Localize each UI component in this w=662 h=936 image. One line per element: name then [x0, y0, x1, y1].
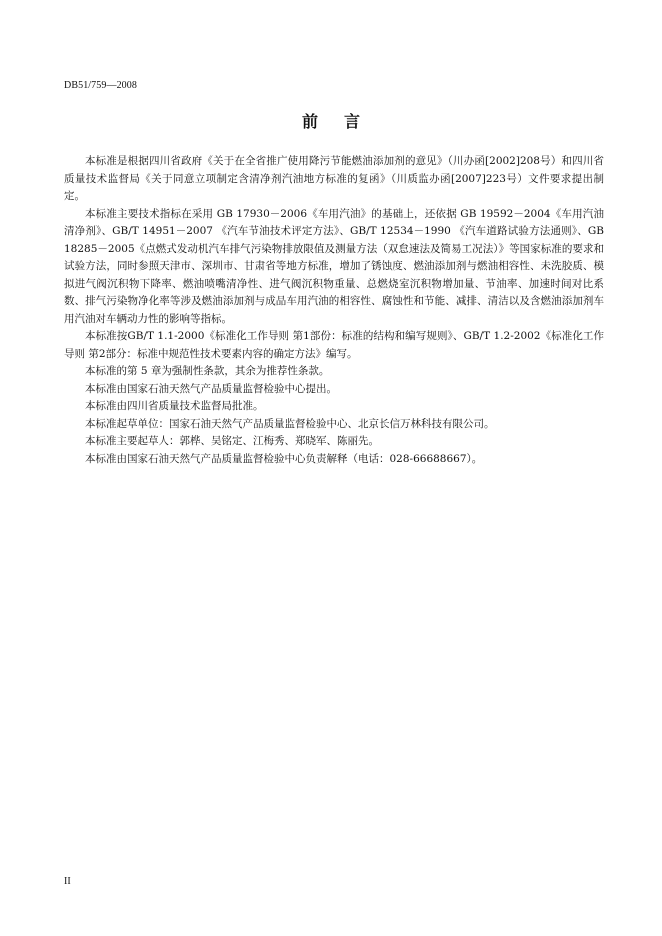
paragraph-main-drafters: 本标准主要起草人：郭桦、吴铭定、江梅秀、郑晓军、陈丽先。 [85, 435, 379, 447]
paragraph-approved-by: 本标准由四川省质量技术监督局批准。 [85, 400, 264, 412]
paragraph-basis: 本标准是根据四川省政府《关于在全省推广使用降污节能燃油添加剂的意见》（川办函[2002]208号）和四川省质量技术监督局《关于同意立项制定含清净剂汽油地方标准的复函》（川质监办函[2007]223号）文件要求提出制定。 [64, 155, 604, 202]
page-title: 前言 [301, 112, 386, 131]
foreword-body [64, 153, 604, 468]
page-number: II [64, 876, 71, 887]
paragraph-drafting-units: 本标准起草单位：国家石油天然气产品质量监督检验中心、北京长信万林科技有限公司。 [85, 417, 495, 430]
paragraph-interpretation: 本标准由国家石油天然气产品质量监督检验中心负责解释（电话：028-66688667）。 [85, 452, 483, 465]
document-code: DB51/759—2008 [64, 80, 137, 91]
paragraph-drafting-rules: 本标准按GB/T 1.1-2000《标准化工作导则 第1部份：标准的结构和编写规则》、GB/T 1.2-2002《标准化工作导则 第2部分：标准中规范性技术要素内容的确定方法》编写。 [64, 330, 604, 360]
paragraph-proposed-by: 本标准由国家石油天然气产品质量监督检验中心提出。 [85, 382, 337, 395]
paragraph-technical-indicators: 本标准主要技术指标在采用 GB 17930－2006《车用汽油》的基础上，还依据 GB 19592－2004《车用汽油清净剂》、GB/T 14951－2007 《汽车节油技术评定方法》、GB/T 12534－1990 《汽车道路试验方法通则》、GB 18285－2005《点燃式发动机汽车排气污染物排放限值及测量方法（双怠速法及简易工况法）》等国家标准的要求和试验方法，同时参照天津市、深圳市、甘肃省等地方标准，增加了锈蚀度、燃油添加剂与燃油相容性、未洗胶质、模拟进气阀沉积物下降率、燃油喷嘴清净性、进气阀沉积物重量、总燃烧室沉积物增加量、节油率、加速时间对比系数、排气污染物净化率等涉及燃油添加剂与成品车用汽油的相容性、腐蚀性和节能、减排、清洁以及含燃油添加剂车用汽油对车辆动力性的影响等指标。 [64, 207, 604, 325]
paragraph-mandatory-clauses: 本标准的第 5 章为强制性条款，其余为推荐性条款。 [85, 365, 330, 377]
